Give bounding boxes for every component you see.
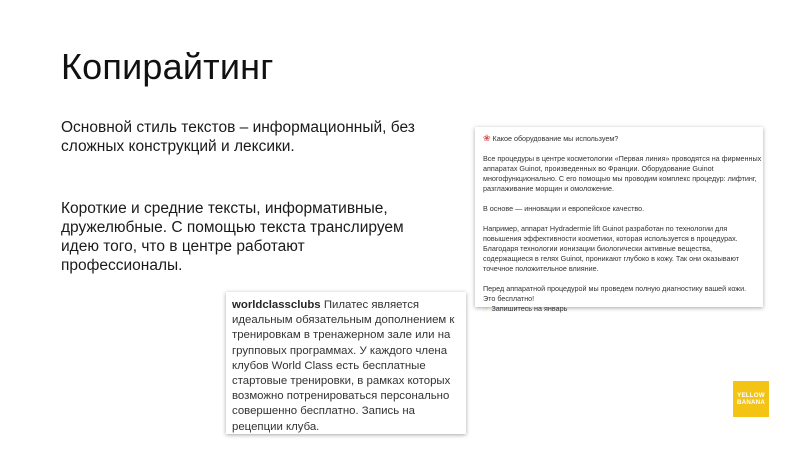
post-text-line: Это бесплатно! bbox=[483, 294, 535, 303]
post-text-line: В основе — инновации и европейское качество. bbox=[483, 204, 645, 213]
social-post-screenshot-guinot bbox=[475, 127, 763, 313]
post-text-line: повышения эффективности косметики, которая используется в процедурах. bbox=[483, 234, 738, 243]
post-text-line: многофункционально. С его помощью мы проводим комплекс процедур: лифтинг, bbox=[483, 174, 757, 183]
flower-icon: ❀ bbox=[483, 133, 491, 143]
post-username: worldclassclubs bbox=[232, 299, 321, 311]
post-caption: Пилатес является идеальным обязательным дополнением к тренировкам в тренажерном зале или на групповых программах. У каждого члена клубов World Class есть бесплатные стартовые тренировки, в рамках которых возможно потренироваться персонально совершенно бесплатно. Запись на рецепции клуба. bbox=[232, 299, 455, 433]
post-text-line: Перед аппаратной процедурой мы проведем полную диагностику вашей кожи. bbox=[483, 284, 747, 293]
tone-description: Короткие и средние тексты, информативные, дружелюбные. С помощью текста транслируем идею того, что в центре работают профессионалы. bbox=[61, 200, 404, 274]
post-text-line: разглаживание морщин и омоложение. bbox=[483, 184, 614, 193]
post-text-line: точечное положительное влияние. bbox=[483, 264, 599, 273]
social-post-screenshot-worldclass bbox=[226, 292, 466, 434]
pointing-hand-icon: ☞ bbox=[483, 304, 490, 313]
style-description: Основной стиль текстов – информационный, без сложных конструкций и лексики. bbox=[61, 119, 415, 155]
post-heading: Какое оборудование мы используем? bbox=[492, 134, 619, 143]
logo-line-1: YELLOW bbox=[737, 392, 765, 399]
post-text-line: аппаратах Guinot, произведенных во Франции. Оборудование Guinot bbox=[483, 164, 714, 173]
post-cta: Запишитесь на январь bbox=[491, 304, 568, 313]
post-text-line: Все процедуры в центре косметологии «Первая линия» проводятся на фирменных bbox=[483, 154, 762, 163]
post-cta-row bbox=[483, 304, 755, 314]
post-text-line: содержащиеся в гелях Guinot, проникают глубоко в кожу. Так они оказывают bbox=[483, 254, 739, 263]
slide-title: Копирайтинг bbox=[61, 46, 274, 87]
post-text-line: Благодаря технологии ионизации биологически активные вещества, bbox=[483, 244, 712, 253]
post-text-line: Например, аппарат Hydradermie lift Guinot разработан по технологии для bbox=[483, 224, 728, 233]
post-heading-row bbox=[483, 133, 755, 144]
logo-line-2: BANANA bbox=[736, 399, 765, 406]
yellow-banana-logo bbox=[733, 381, 769, 417]
